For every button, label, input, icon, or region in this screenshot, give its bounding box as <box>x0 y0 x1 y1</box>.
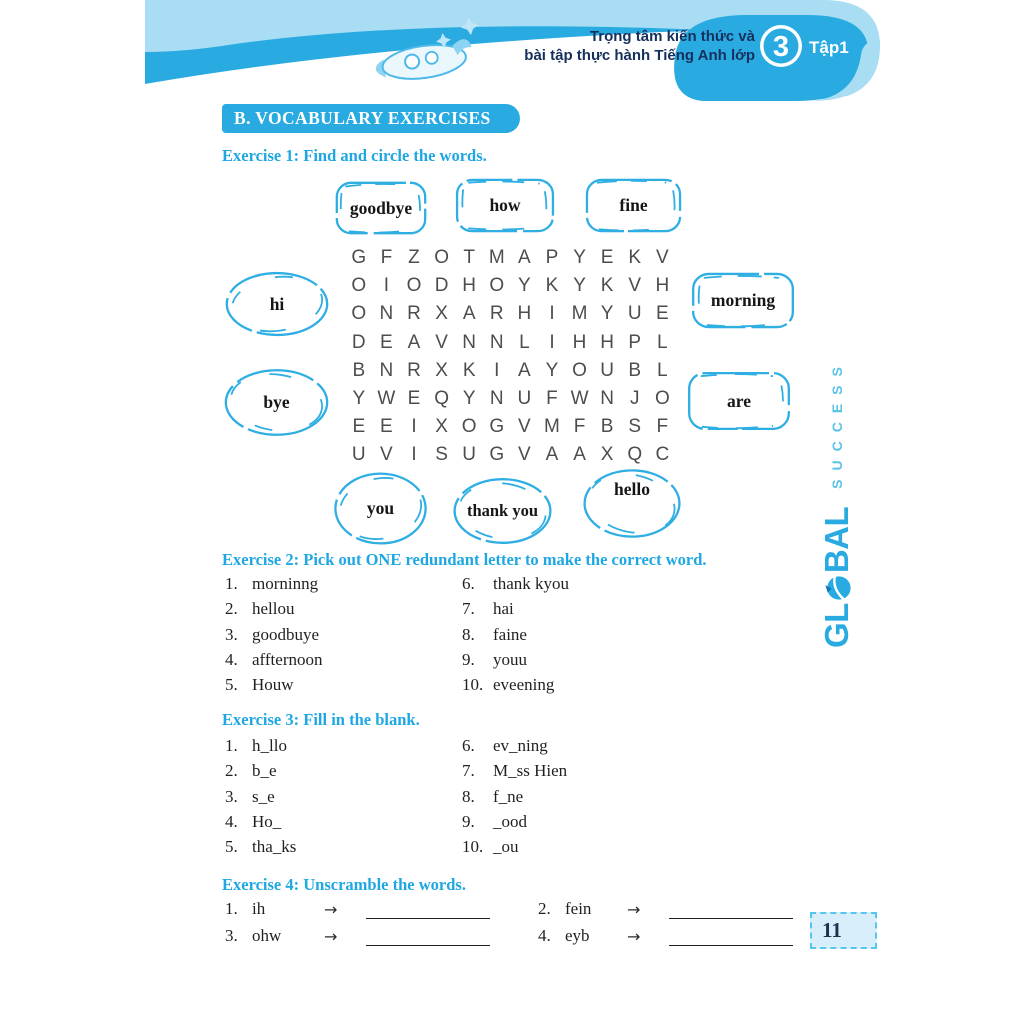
exercise-item <box>225 736 296 761</box>
item-number: 9. <box>462 649 475 669</box>
grid-letter: K <box>600 275 614 297</box>
grid-row <box>345 244 676 272</box>
word-label: are <box>727 390 751 411</box>
exercise-item <box>462 787 567 812</box>
word-label: how <box>489 195 521 215</box>
item-word: _ood <box>493 811 527 831</box>
page-number-box <box>810 912 877 949</box>
item-number: 1. <box>225 899 238 918</box>
grid-letter: X <box>435 359 448 381</box>
grid-letter: U <box>627 303 642 325</box>
item-number: 10. <box>462 837 484 857</box>
item-word: M_ss Hien <box>493 761 568 781</box>
exercise-item <box>225 787 296 812</box>
word-label: bye <box>263 392 290 412</box>
grid-letter: X <box>600 444 614 466</box>
exercise-item <box>462 736 567 761</box>
grid-row <box>345 385 676 413</box>
grid-letter: Q <box>627 444 643 466</box>
item-word: youu <box>493 649 527 669</box>
arrow-icon: → <box>627 927 641 946</box>
word-label: goodbye <box>349 197 413 218</box>
grid-letter: K <box>545 275 559 297</box>
item-word: Houw <box>252 675 294 695</box>
exercise-item <box>225 761 296 786</box>
header-tagline-line1: Trọng tâm kiến thức và <box>589 28 755 45</box>
exercise-item <box>225 812 296 837</box>
item-number: 4. <box>538 926 551 945</box>
item-word: affternoon <box>252 649 323 669</box>
grid-letter: E <box>407 388 421 410</box>
item-number: 7. <box>462 761 475 781</box>
grid-letter: G <box>489 416 505 438</box>
exercise1-heading: Exercise 1: Find and circle the words. <box>222 146 487 165</box>
grid-letter: Y <box>462 388 476 410</box>
item-number: 3. <box>225 786 238 806</box>
item-word: f_ne <box>493 786 524 806</box>
grid-letter: F <box>656 416 669 438</box>
grid-row <box>345 272 676 300</box>
exercise3-heading: Exercise 3: Fill in the blank. <box>222 710 420 729</box>
grid-letter: F <box>573 416 586 438</box>
arrow-icon: → <box>324 927 338 946</box>
word-bubble-you <box>332 469 429 548</box>
unscramble-item-2 <box>538 899 793 919</box>
grid-letter: E <box>352 416 366 438</box>
item-word: hai <box>493 599 514 619</box>
grid-letter: P <box>545 247 559 269</box>
grid-letter: S <box>628 416 642 438</box>
exercise-item <box>462 650 569 675</box>
grid-letter: K <box>462 359 476 381</box>
exercise-item <box>225 675 323 700</box>
grid-row <box>345 357 676 385</box>
section-title-box <box>222 104 520 133</box>
exercise-item <box>225 574 323 599</box>
grid-letter: E <box>655 303 669 325</box>
grade-badge-number: 3 <box>772 31 790 63</box>
grid-letter: L <box>657 359 668 381</box>
grid-letter: V <box>380 444 393 466</box>
exercise-item <box>462 812 567 837</box>
grid-letter: J <box>629 388 640 410</box>
grid-letter: Y <box>545 359 559 381</box>
grid-letter: B <box>628 359 642 381</box>
grid-letter: N <box>600 388 614 410</box>
grid-letter: Z <box>408 247 420 269</box>
global-text-post: BAL <box>818 506 855 574</box>
globe-icon <box>824 574 852 602</box>
grid-letter: D <box>434 275 449 297</box>
grid-letter: Y <box>573 275 586 297</box>
grid-letter: N <box>489 331 504 353</box>
word-bubble-hi <box>223 269 331 339</box>
exercise-item <box>462 574 569 599</box>
item-word: Ho_ <box>252 811 282 831</box>
item-number: 5. <box>225 837 238 857</box>
grid-letter: B <box>352 359 366 381</box>
item-number: 5. <box>225 675 238 695</box>
header-tagline-line2: bài tập thực hành Tiếng Anh lớp <box>524 47 755 64</box>
item-number: 2. <box>225 599 238 619</box>
grid-row <box>345 413 676 441</box>
word-bubble-fine <box>584 177 683 234</box>
grid-letter: A <box>545 444 559 466</box>
grid-letter: R <box>407 303 421 325</box>
grid-letter: A <box>518 247 531 269</box>
grid-letter: R <box>407 359 421 381</box>
exercise2-heading: Exercise 2: Pick out ONE redundant letter to make the correct word. <box>222 550 707 569</box>
exercise3-column1 <box>225 736 296 862</box>
bubble-outline-icon <box>581 466 683 541</box>
word-label: hello <box>614 479 650 499</box>
grid-letter: V <box>435 331 448 353</box>
item-number: 2. <box>538 899 551 918</box>
scrambled-word: eyb <box>565 926 590 945</box>
grid-letter: G <box>351 247 367 269</box>
global-success-logo <box>813 346 861 648</box>
exercise-item <box>225 837 296 862</box>
exercise-item <box>225 650 323 675</box>
grid-letter: W <box>377 388 396 410</box>
grid-letter: G <box>489 444 505 466</box>
item-word: hellou <box>252 599 295 619</box>
grid-letter: D <box>351 331 366 353</box>
item-word: eveening <box>493 675 555 695</box>
success-wordmark: SUCCESS <box>829 358 845 489</box>
item-number: 1. <box>225 736 238 755</box>
word-label: hi <box>269 293 285 314</box>
grid-letter: V <box>518 416 531 438</box>
grid-letter: A <box>462 303 476 325</box>
exercise-item <box>462 675 569 700</box>
volume-label: Tập1 <box>809 38 849 57</box>
grid-letter: H <box>462 275 477 297</box>
header-banner <box>145 0 880 106</box>
exercise2-column1 <box>225 574 323 700</box>
grid-letter: Y <box>600 303 614 325</box>
grid-letter: I <box>549 331 555 353</box>
grid-letter: H <box>600 331 614 353</box>
exercise-item <box>462 599 569 624</box>
grid-letter: T <box>463 247 475 269</box>
item-number: 10. <box>462 675 484 695</box>
item-number: 7. <box>462 599 475 619</box>
item-number: 8. <box>462 624 475 644</box>
word-bubble-hello <box>581 466 683 541</box>
answer-blank[interactable] <box>366 929 490 946</box>
grid-letter: R <box>489 303 504 325</box>
grid-letter: U <box>600 359 614 381</box>
answer-blank[interactable] <box>669 929 793 946</box>
grid-letter: A <box>573 444 586 466</box>
unscramble-item-3 <box>225 926 490 946</box>
item-number: 3. <box>225 926 238 945</box>
grid-letter: H <box>655 275 670 297</box>
word-label: thank you <box>466 501 539 520</box>
item-word: faine <box>493 624 527 644</box>
item-word: h_llo <box>252 736 287 755</box>
arrow-icon: → <box>324 900 338 919</box>
grid-letter: O <box>572 359 587 381</box>
grid-row <box>345 329 676 357</box>
grid-letter: H <box>572 331 587 353</box>
grid-letter: M <box>571 303 588 325</box>
item-word: _ou <box>493 837 519 857</box>
exercise-item <box>462 625 569 650</box>
grid-letter: O <box>461 416 477 438</box>
item-word: goodbuye <box>252 624 320 644</box>
grid-letter: C <box>655 444 670 466</box>
global-text-pre: GL <box>818 603 855 648</box>
item-number: 8. <box>462 786 475 806</box>
grid-letter: H <box>517 303 532 325</box>
grid-letter: E <box>600 247 614 269</box>
grid-letter: L <box>657 331 668 353</box>
item-word: thank kyou <box>493 574 570 593</box>
grid-letter: V <box>655 247 669 269</box>
answer-blank[interactable] <box>366 902 490 919</box>
exercise-item <box>462 761 567 786</box>
grid-letter: L <box>519 331 530 353</box>
grid-letter: W <box>570 388 589 410</box>
grid-letter: E <box>380 416 393 438</box>
scrambled-word: ih <box>252 899 266 918</box>
word-bubble-thank-you <box>451 475 554 547</box>
arrow-icon: → <box>627 900 641 919</box>
exercise3-column2 <box>462 736 567 862</box>
item-number: 4. <box>225 649 238 669</box>
item-word: morninng <box>252 574 319 593</box>
item-number: 6. <box>462 736 475 755</box>
grid-letter: S <box>435 444 448 466</box>
grid-letter: I <box>411 416 417 438</box>
item-number: 3. <box>225 624 238 644</box>
grid-letter: I <box>383 275 390 297</box>
item-number: 4. <box>225 811 238 831</box>
unscramble-item-1 <box>225 899 490 919</box>
word-bubble-how <box>454 177 556 234</box>
item-word: tha_ks <box>252 837 297 857</box>
grid-letter: O <box>406 275 422 297</box>
answer-blank[interactable] <box>669 902 793 919</box>
item-number: 9. <box>462 811 475 831</box>
item-number: 1. <box>225 574 238 593</box>
grid-letter: E <box>380 331 393 353</box>
grid-letter: O <box>654 388 670 410</box>
grid-letter: N <box>379 359 394 381</box>
grid-letter: I <box>494 359 500 381</box>
scrambled-word: ohw <box>252 926 282 945</box>
section-title: B. VOCABULARY EXERCISES <box>234 108 491 128</box>
grid-letter: Q <box>434 388 449 410</box>
grid-letter: Y <box>573 247 586 269</box>
grid-letter: N <box>462 331 477 353</box>
grid-letter: P <box>628 331 642 353</box>
grid-letter: N <box>489 388 504 410</box>
grid-letter: X <box>435 416 448 438</box>
word-label: morning <box>710 290 776 310</box>
page-number: 11 <box>822 918 842 942</box>
item-number: 6. <box>462 574 475 593</box>
grid-letter: F <box>380 247 393 269</box>
item-word: s_e <box>252 786 275 806</box>
exercise4-heading: Exercise 4: Unscramble the words. <box>222 875 466 894</box>
grid-letter: Y <box>352 388 366 410</box>
grid-letter: I <box>411 444 417 466</box>
grid-letter: A <box>407 331 421 353</box>
grid-letter: B <box>600 416 614 438</box>
grid-letter: M <box>544 416 560 438</box>
grid-letter: U <box>351 444 366 466</box>
grid-letter: Y <box>518 275 531 297</box>
exercise-item <box>225 599 323 624</box>
word-search-grid <box>345 244 676 470</box>
scrambled-word: fein <box>565 899 592 918</box>
grid-letter: A <box>518 359 531 381</box>
grid-letter: X <box>435 303 448 325</box>
grid-letter: O <box>351 303 367 325</box>
word-bubble-goodbye <box>334 180 428 236</box>
grid-row <box>345 441 676 469</box>
grid-letter: N <box>379 303 394 325</box>
item-number: 2. <box>225 761 238 781</box>
grid-letter: F <box>546 388 558 410</box>
word-bubble-bye <box>222 366 331 439</box>
grade-badge <box>757 22 805 70</box>
grid-letter: K <box>628 247 642 269</box>
grid-letter: V <box>628 275 642 297</box>
grid-letter: U <box>517 388 532 410</box>
item-word: ev_ning <box>493 736 548 755</box>
grid-letter: V <box>518 444 531 466</box>
exercise-item <box>462 837 567 862</box>
unscramble-item-4 <box>538 926 793 946</box>
grid-letter: U <box>462 444 477 466</box>
item-word: b_e <box>252 761 277 781</box>
grid-letter: O <box>489 275 505 297</box>
global-wordmark <box>818 507 856 648</box>
grid-letter: O <box>351 275 367 297</box>
grid-letter: O <box>434 247 449 269</box>
grid-letter: I <box>549 303 555 325</box>
exercise-item <box>225 625 323 650</box>
word-bubble-morning <box>690 271 796 330</box>
word-bubble-are <box>686 370 792 432</box>
grid-letter: M <box>488 247 505 269</box>
word-label: fine <box>619 195 648 215</box>
exercise2-column2 <box>462 574 569 700</box>
grid-row <box>345 300 676 328</box>
word-label: you <box>366 498 395 518</box>
